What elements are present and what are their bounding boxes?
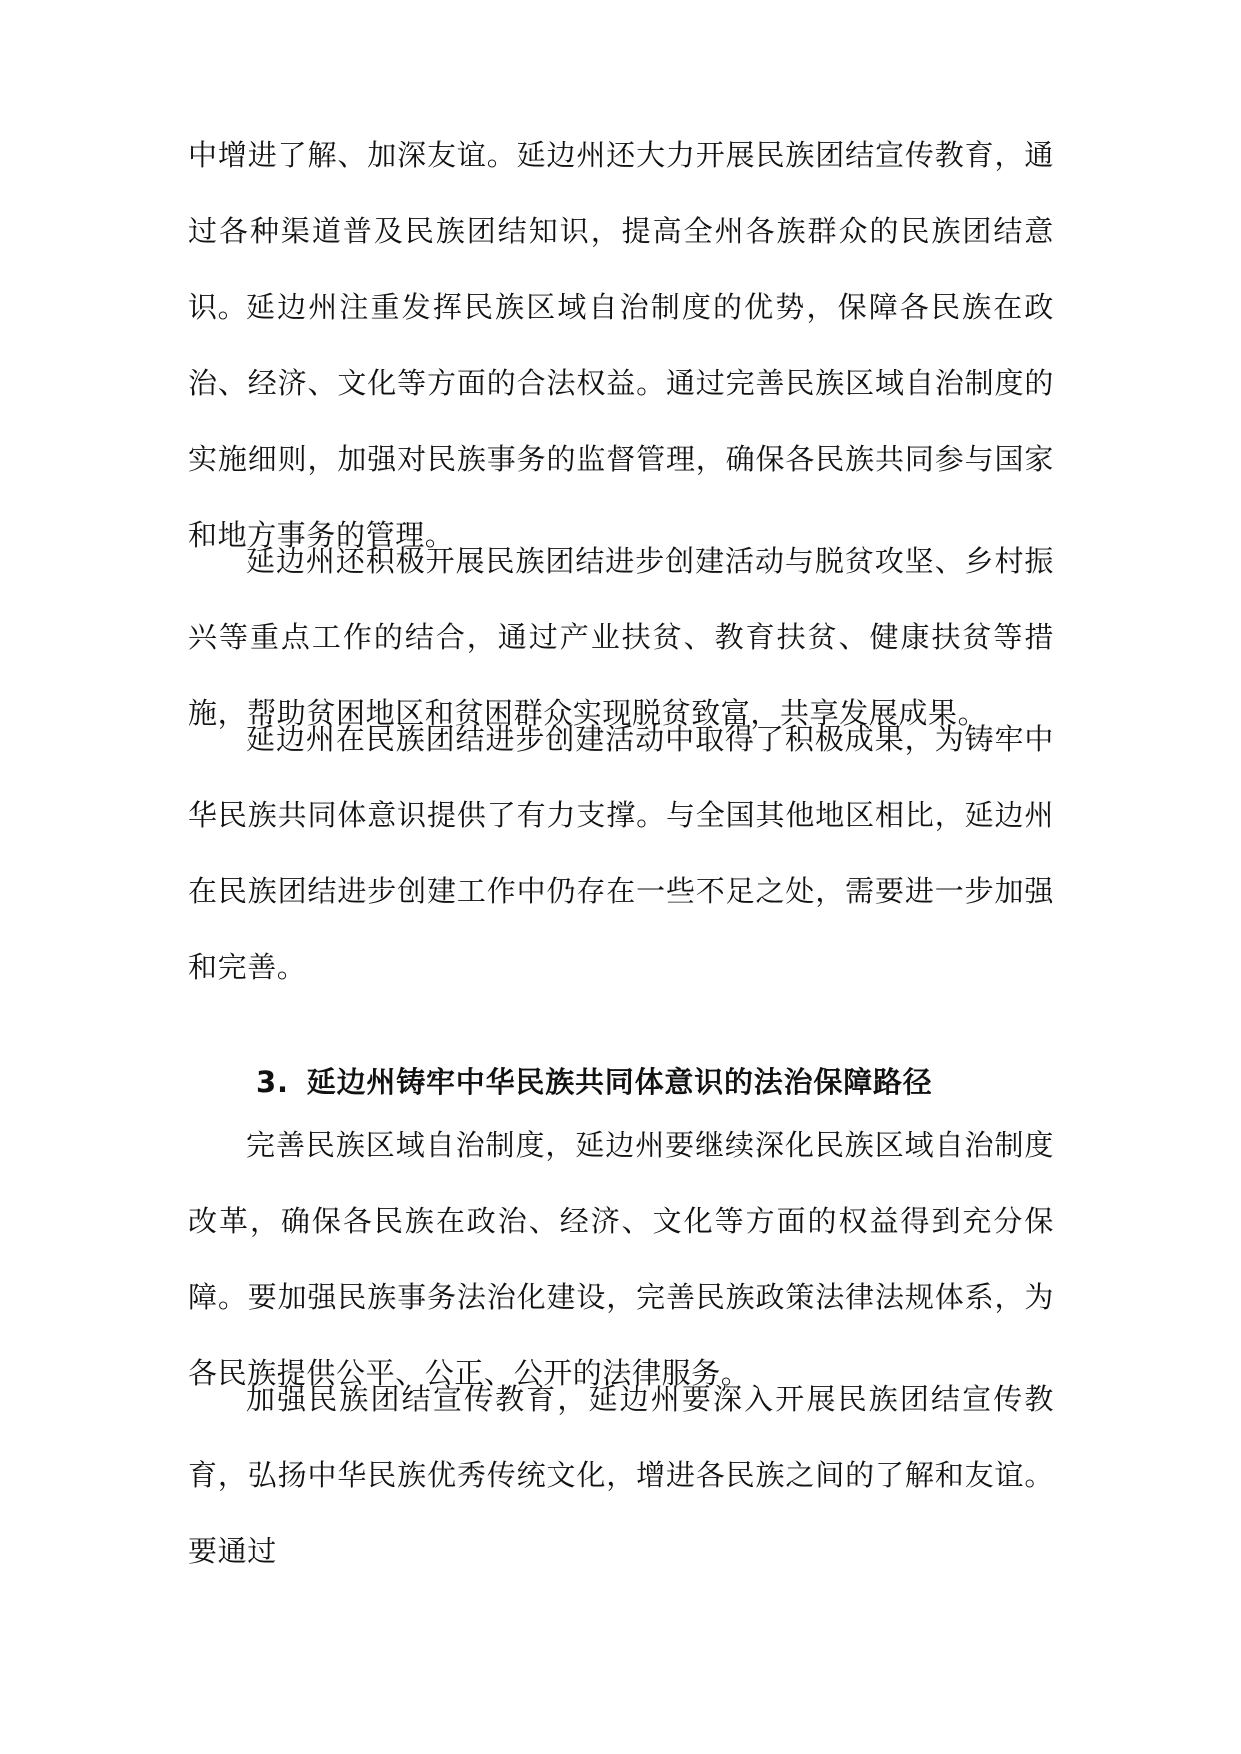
section-number: 3. bbox=[256, 1065, 289, 1099]
paragraph-unity-education: 加强民族团结宣传教育，延边州要深入开展民族团结宣传教育，弘扬中华民族优秀传统文化，增进各民族之间的了解和友谊。要通过 bbox=[188, 1382, 1054, 1568]
paragraph-achievements: 延边州在民族团结进步创建活动中取得了积极成果，为铸牢中华民族共同体意识提供了有力支撑。与全国其他地区相比，延边州在民族团结进步创建工作中仍存在一些不足之处，需要进一步加强和完善。 bbox=[188, 722, 1054, 984]
section-heading bbox=[256, 1057, 1156, 1107]
paragraph-continued: 中增进了解、加深友谊。延边州还大力开展民族团结宣传教育，通过各种渠道普及民族团结知识，提高全州各族群众的民族团结意识。 bbox=[188, 138, 1054, 324]
paragraph-poverty-alleviation: 延边州还积极开展民族团结进步创建活动与脱贫攻坚、乡村振兴等重点工作的结合，通过产业扶贫、教育扶贫、健康扶贫等措施，帮助贫困地区和贫困群众实现脱贫致富，共享发展成果。 bbox=[188, 544, 1054, 730]
section-title: 延边州铸牢中华民族共同体意识的法治保障路径 bbox=[306, 1065, 933, 1099]
paragraph-improve-autonomy-system: 完善民族区域自治制度，延边州要继续深化民族区域自治制度改革，确保各民族在政治、经济、文化等方面的权益得到充分保障。要加强民族事务法治化建设，完善民族政策法律法规体系，为各民族提供公平、公正、公开的法律服务。 bbox=[188, 1128, 1054, 1390]
paragraph-autonomy-advantage: 延边州注重发挥民族区域自治制度的优势，保障各民族在政治、经济、文化等方面的合法权益。通过完善民族区域自治制度的实施细则，加强对民族事务的监督管理，确保各民族共同参与国家和地方事务的管理。 bbox=[188, 290, 1054, 552]
